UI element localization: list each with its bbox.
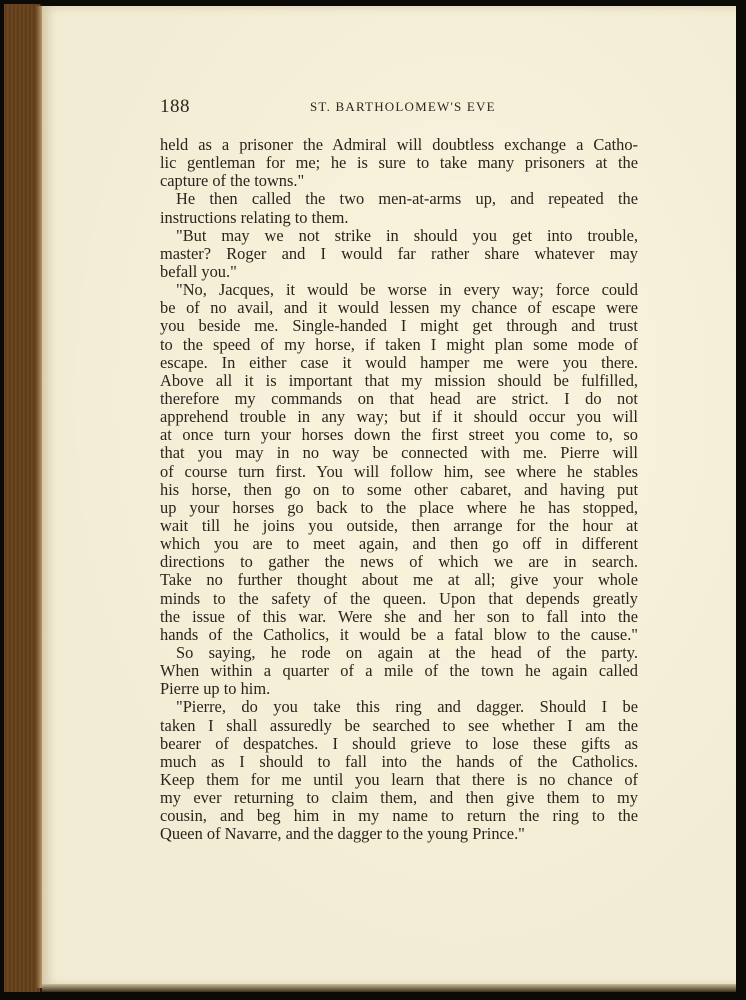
text-line: cousin, and beg him in my name to return the ring to the [160,807,638,826]
text-line: Queen of Navarre, and the dagger to the young Prince." [160,825,525,844]
text-line: to the speed of my horse, if taken I might plan some mode of [160,335,638,354]
text-line: be of no avail, and it would lessen my chance of escape were [160,299,638,318]
running-head: ST. BARTHOLOMEW'S EVE [310,99,496,114]
text-line: escape. In either case it would hamper me were you there. [160,353,638,372]
bottom-edge [42,984,746,992]
text-line: up your horses go back to the place where he has stopped, [160,498,638,517]
text-line: Keep them for me until you learn that there is no chance of [160,770,638,789]
text-line: wait till he joins you outside, then arrange for the hour at [160,516,638,535]
text-line: his horse, then go on to some other cabaret, and having put [160,480,638,499]
text-line: that you may in no way be connected with me. Pierre will [160,444,638,463]
text-line: So saying, he rode on again at the head of the party. [176,643,638,662]
text-line: lic gentleman for me; he is sure to take many prisoners at the [160,154,638,173]
text-line: the issue of this war. Were she and her son to fall into the [160,607,638,626]
text-line: He then called the two men-at-arms up, and repeated the [176,190,638,209]
text-line: "Pierre, do you take this ring and dagger. Should I be [176,698,638,717]
text-line: hands of the Catholics, it would be a fatal blow to the cause." [160,625,638,644]
text-line: therefore my commands on that head are strict. I do not [160,389,638,408]
text-line: capture of the towns." [160,172,305,191]
text-line: my ever returning to claim them, and then give them to my [160,789,638,808]
text-line: "But may we not strike in should you get into trouble, [176,226,638,245]
text-line: master? Roger and I would far rather share whatever may [160,244,638,263]
text-line: Pierre up to him. [160,680,271,699]
text-line: bearer of despatches. I should grieve to lose these gifts as [160,734,638,753]
page-header [160,96,638,124]
text-line: Above all it is important that my mission should be fulfilled, [160,371,638,390]
text-line: which you are to meet again, and then go off in different [160,535,638,554]
text-line: Take no further thought about me at all; give your whole [160,571,638,590]
text-line: apprehend trouble in any way; but if it should occur you will [160,408,638,427]
text-line: befall you." [160,262,237,281]
text-line: minds to the safety of the queen. Upon that depends greatly [160,589,638,608]
text-line: at once turn your horses down the first street you come to, so [160,426,638,445]
body-text [160,136,638,843]
text-line: you beside me. Single-handed I might get through and trust [160,317,638,336]
right-edge [736,0,746,1000]
text-line: held as a prisoner the Admiral will doubtless exchange a Catho- [160,136,638,154]
text-line: "No, Jacques, it would be worse in every way; force could [176,281,638,300]
text-line: much as I should to fall into the hands of the Catholics. [160,752,638,771]
text-line: When within a quarter of a mile of the town he again called [160,662,638,681]
text-line: of course turn first. You will follow him, see where he stables [160,462,638,481]
text-line: directions to gather the news of which we are in search. [160,553,638,572]
page-number: 188 [160,96,190,117]
text-line: taken I shall assuredly be searched to see whether I am the [160,716,638,735]
text-line: instructions relating to them. [160,208,349,227]
